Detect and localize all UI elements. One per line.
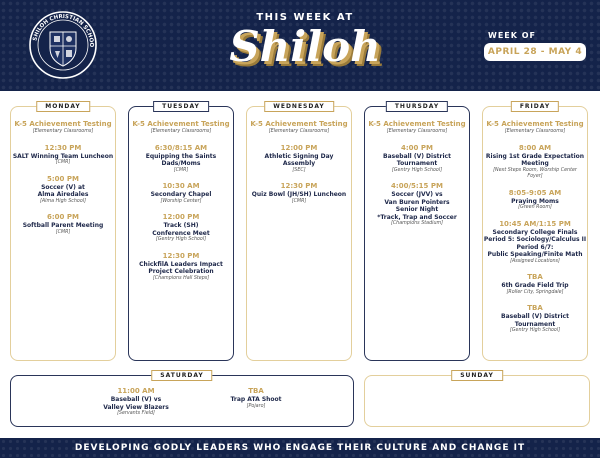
events-list <box>11 120 115 244</box>
event-time: 12:30 PM <box>280 182 318 190</box>
event-time: TBA <box>527 273 543 281</box>
event-time: 10:30 AM <box>162 182 200 190</box>
event-title: Baseball (V) vs Valley View Blazers <box>103 396 169 411</box>
event-title: Athletic Signing Day Assembly <box>264 152 334 167</box>
day-label: THURSDAY <box>386 101 448 112</box>
event-item <box>11 120 115 136</box>
event-item <box>483 189 587 212</box>
event-item <box>365 144 469 175</box>
event-location: [Alma High School] <box>40 198 86 204</box>
event-item <box>365 182 469 228</box>
event-location: [Next Steps Room, Worship Center Foyer] <box>493 167 577 179</box>
event-location: [CMR] <box>291 198 307 204</box>
day-column-thursday <box>364 103 470 361</box>
event-location: [Worship Center] <box>160 198 202 204</box>
saturday-panel <box>10 372 354 427</box>
event-location: [Assigned Locations] <box>510 258 560 264</box>
events-list <box>129 120 233 290</box>
event-location: [Gentry High School] <box>509 328 561 333</box>
event-time: 8:00 AM <box>518 143 552 152</box>
day-column-tuesday <box>128 103 234 361</box>
event-title: K-5 Achievement Testing <box>14 120 112 128</box>
event-item <box>129 144 233 175</box>
event-location: [Champions Stadium] <box>390 221 444 226</box>
event-location: [CMR] <box>55 229 71 235</box>
event-time: 12:30 PM <box>162 251 200 260</box>
event-location: [Pojaro] <box>246 403 266 409</box>
event-time: TBA <box>527 304 543 312</box>
saturday-event <box>211 387 301 410</box>
header-kicker: THIS WEEK AT <box>256 12 354 23</box>
event-item <box>483 273 587 296</box>
event-time: 4:00 PM <box>401 143 433 152</box>
event-item <box>483 144 587 181</box>
event-item <box>11 175 115 206</box>
event-item <box>11 213 115 236</box>
event-title: Soccer (JVV) vs Van Buren Pointers Senior Night *Track, Trap and Soccer <box>377 191 457 221</box>
event-location: [Gentry High School] <box>391 167 443 173</box>
day-label: SATURDAY <box>151 370 212 381</box>
event-title: Secondary College Finals Period 5: Sociology/Calculus II Period 6/7: Public Speaking/Finite Math <box>483 228 587 258</box>
day-column-monday <box>10 103 116 361</box>
event-title: Softball Parent Meeting <box>22 222 104 229</box>
event-title: Baseball (V) District Tournament <box>501 313 569 328</box>
event-time: 10:45 AM/1:15 PM <box>499 219 571 228</box>
event-title: Secondary Chapel <box>150 191 212 198</box>
sunday-panel <box>364 372 590 427</box>
event-item <box>129 120 233 136</box>
event-item <box>483 120 587 136</box>
event-title: Praying Moms <box>511 197 559 205</box>
event-title: Equipping the Saints Dads/Moms <box>145 152 217 167</box>
header-title: Shiloh <box>229 22 381 71</box>
event-location: [Roller City, Springdale] <box>506 289 564 295</box>
event-location: [SEC] <box>292 167 306 173</box>
event-title: K-5 Achievement Testing <box>486 120 584 128</box>
date-range-badge: APRIL 28 - MAY 4 <box>484 43 586 61</box>
event-title: Trap ATA Shoot <box>230 396 282 403</box>
event-location: [Elementary Classrooms] <box>150 129 212 134</box>
svg-text:SHILOH CHRISTIAN SCHOOL: SHILOH CHRISTIAN SCHOO <box>32 13 95 48</box>
event-time: 5:00 PM <box>47 174 79 183</box>
event-item <box>247 182 351 205</box>
event-location: [Elementary Classrooms] <box>32 129 94 134</box>
day-column-wednesday <box>246 103 352 361</box>
saturday-event <box>81 387 191 418</box>
day-label: SUNDAY <box>451 370 503 381</box>
event-title: K-5 Achievement Testing <box>132 120 230 128</box>
event-title: Rising 1st Grade Expectation Meeting <box>485 152 585 167</box>
day-label: MONDAY <box>36 101 90 112</box>
day-label: WEDNESDAY <box>264 101 334 112</box>
event-title: K-5 Achievement Testing <box>250 120 348 128</box>
event-time: 8:05-9:05 AM <box>508 188 562 197</box>
event-time: 12:30 PM <box>44 143 82 152</box>
event-item <box>247 144 351 175</box>
event-item <box>129 252 233 283</box>
event-item <box>11 144 115 167</box>
event-item <box>483 304 587 335</box>
event-time: 4:00/5:15 PM <box>391 182 443 190</box>
event-item <box>129 213 233 244</box>
event-time: TBA <box>248 387 264 395</box>
event-title: ChickfilA Leaders Impact Project Celebration <box>139 260 223 275</box>
event-item <box>247 120 351 136</box>
event-item <box>365 120 469 136</box>
school-seal-logo <box>28 10 98 80</box>
event-location: [CMR] <box>55 160 71 165</box>
footer-tagline: DEVELOPING GODLY LEADERS WHO ENGAGE THEIR CULTURE AND CHANGE IT <box>0 438 600 458</box>
event-location: [Green Room] <box>518 205 552 210</box>
event-item <box>483 220 587 266</box>
event-title: Baseball (V) District Tournament <box>383 152 451 167</box>
event-time: 6:00 PM <box>47 213 79 221</box>
event-location: [Elementary Classrooms] <box>504 129 566 134</box>
event-title: Track (SH) Conference Meet <box>152 222 210 237</box>
event-title: K-5 Achievement Testing <box>368 120 466 128</box>
event-time: 11:00 AM <box>117 387 155 395</box>
event-title: 6th Grade Field Trip <box>501 282 569 289</box>
event-location: [Elementary Classrooms] <box>386 129 448 134</box>
week-of-label: WEEK OF <box>488 31 537 40</box>
event-time: 12:00 PM <box>280 143 318 152</box>
events-list <box>483 120 587 343</box>
day-label: TUESDAY <box>153 101 209 112</box>
event-item <box>129 182 233 205</box>
event-title: Soccer (V) at Alma Airedales <box>37 183 89 198</box>
event-location: [CMR] <box>173 167 189 173</box>
event-location: [Champions Hall Steps] <box>152 275 210 281</box>
event-location: [Servants Field] <box>117 411 155 416</box>
event-location: [Gentry High School] <box>155 237 207 242</box>
day-column-friday <box>482 103 588 361</box>
day-label: FRIDAY <box>511 101 559 112</box>
event-time: 6:30/8:15 AM <box>154 143 208 152</box>
event-time: 12:00 PM <box>162 213 200 221</box>
event-title: Quiz Bowl (JH/SH) Luncheon <box>251 191 347 198</box>
events-list <box>365 120 469 236</box>
event-location: [Elementary Classrooms] <box>268 129 330 134</box>
header-banner <box>0 0 600 91</box>
event-title: SALT Winning Team Luncheon <box>12 152 114 160</box>
events-list <box>247 120 351 213</box>
